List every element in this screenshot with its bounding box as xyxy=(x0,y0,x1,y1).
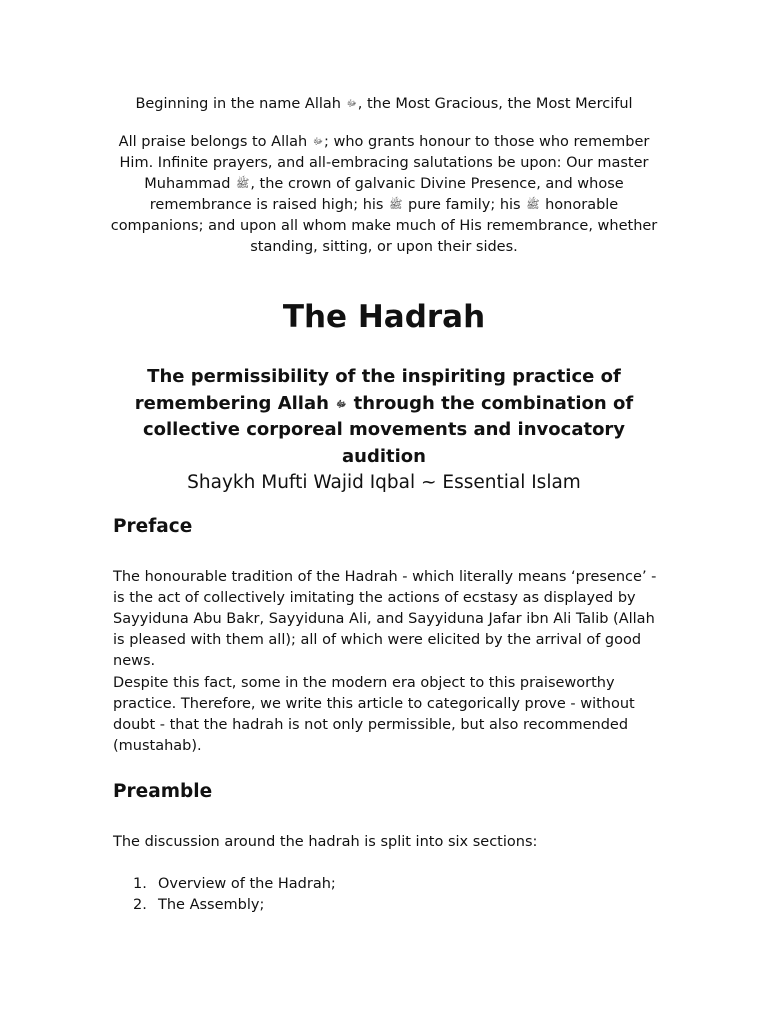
document-title: The Hadrah xyxy=(282,299,486,335)
honorific-glyph-icon: ﷻ xyxy=(312,137,323,147)
basmala-text-end: , the Most Gracious, the Most Merciful xyxy=(357,96,633,112)
preface-paragraph-1: The honourable tradition of the Hadrah - which literally means ‘presence’ - is the act of collectively imitating the actions of ecstasy as displayed by Sayyiduna Abu Bakr, Sayyiduna Ali, and Sayyiduna Jafar ibn Ali Talib (Allah is pleased with them all); all of which were elicited by the arrival of good news. xyxy=(113,569,657,669)
preamble-intro: The discussion around the hadrah is split into six sections: xyxy=(113,834,538,850)
praise-text-5: honorable companions; and upon all whom make much of His remembrance, whether standing, sitting, or upon their sides. xyxy=(110,197,658,255)
list-item-text: Overview of the Hadrah; xyxy=(158,876,336,892)
praise-text-3: , the crown of galvanic Divine Presence, and whose remembrance is raised high; his xyxy=(149,176,624,213)
praise-text-2: ; who grants honour to those who remember Him. Infinite prayers, and all-embracing salutations be upon: Our master Muhammad xyxy=(119,134,650,192)
sections-list xyxy=(113,874,658,916)
document-subtitle xyxy=(98,364,670,470)
basmala-line xyxy=(112,94,656,114)
list-item xyxy=(113,874,658,895)
praise-text-1: All praise belongs to Allah xyxy=(118,134,312,150)
author-line: Shaykh Mufti Wajid Iqbal ~ Essential Islam xyxy=(187,472,581,493)
salutation-glyph-icon: ﷺ xyxy=(236,177,250,190)
preface-paragraph-2: Despite this fact, some in the modern era object to this praiseworthy practice. Therefore, we write this article to categorically prove - without doubt - that the hadrah is not only permissible, but also recommended (mustahab). xyxy=(113,675,635,754)
preface-heading: Preface xyxy=(113,516,193,537)
basmala-text-start: Beginning in the name Allah xyxy=(135,96,346,112)
list-item-number: 1. xyxy=(133,876,147,892)
salutation-glyph-icon: ﷺ xyxy=(389,198,403,211)
list-item-text: The Assembly; xyxy=(158,897,265,913)
honorific-glyph-icon: ﷻ xyxy=(346,99,357,109)
list-item-number: 2. xyxy=(133,897,147,913)
salutation-glyph-icon: ﷺ xyxy=(526,198,540,211)
honorific-glyph-icon: ﷻ xyxy=(336,399,347,410)
praise-text-4: pure family; his xyxy=(403,197,526,213)
subtitle-text-start: The permissibility of the inspiriting practice of remembering Allah xyxy=(134,366,621,414)
praise-paragraph xyxy=(110,132,658,258)
preamble-heading: Preamble xyxy=(113,781,213,802)
subtitle-text-end: through the combination of collective corporeal movements and invocatory audition xyxy=(142,392,634,467)
list-item xyxy=(113,895,658,916)
